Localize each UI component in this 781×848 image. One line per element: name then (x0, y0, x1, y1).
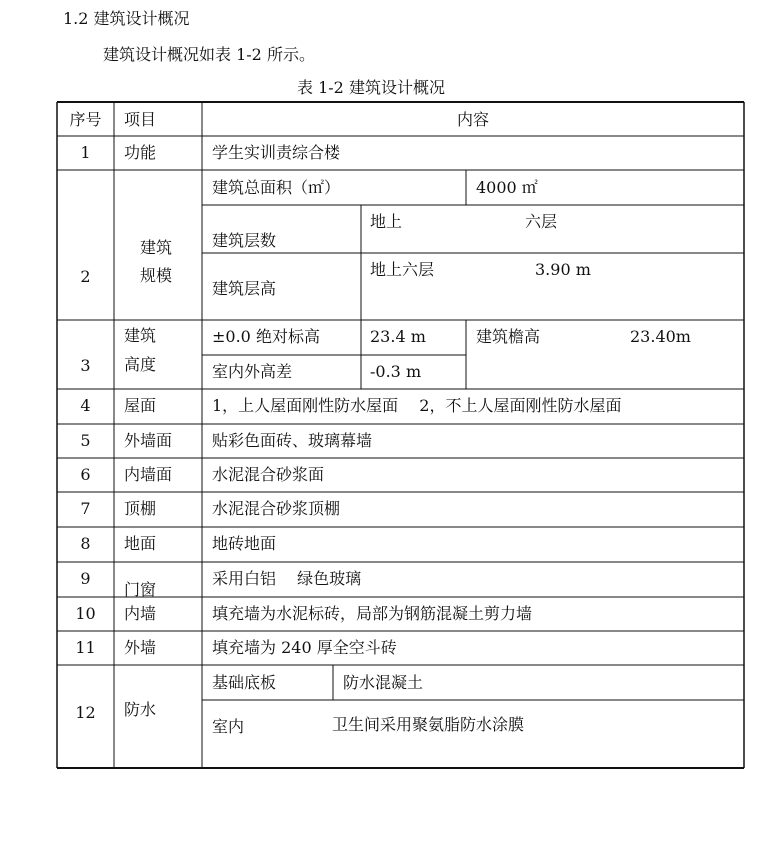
row12-a-label: 基础底板 (212, 673, 277, 692)
row10-content: 填充墙为水泥标砖，局部为钢筋混凝土剪力墙 (212, 604, 533, 623)
row3-item-line1: 建筑 (124, 326, 157, 345)
row3-diff-label: 室内外高差 (212, 362, 293, 381)
row8-content: 地砖地面 (212, 534, 277, 553)
row2-floors-a: 地上 (370, 212, 403, 231)
row1-item: 功能 (124, 143, 157, 162)
row6-item: 内墙面 (124, 465, 173, 484)
row2-item-line2: 规模 (140, 266, 173, 285)
row9-item: 门窗 (124, 580, 157, 599)
row1-content: 学生实训责综合楼 (212, 143, 341, 162)
row12-a-value: 防水混凝土 (343, 673, 424, 692)
row12-no: 12 (75, 703, 96, 722)
row7-no: 7 (80, 499, 91, 518)
row12-b-value: 卫生间采用聚氨脂防水涂膜 (332, 715, 525, 734)
row10-no: 10 (75, 604, 96, 623)
row2-height-label: 建筑层高 (212, 279, 277, 298)
row3-eave-label: 建筑檐高 (476, 327, 541, 346)
row8-no: 8 (80, 534, 91, 553)
row11-item: 外墙 (124, 638, 157, 657)
row9-content: 采用白铝 绿色玻璃 (212, 569, 362, 588)
row9-no: 9 (80, 569, 91, 588)
row11-content: 填充墙为 240 厚全空斗砖 (212, 638, 397, 657)
row2-no: 2 (80, 267, 91, 286)
intro-text: 建筑设计概况如表 1-2 所示。 (103, 45, 315, 64)
row1-no: 1 (80, 143, 91, 162)
row6-content: 水泥混合砂浆面 (212, 465, 325, 484)
row3-abs-label: ±0.0 绝对标高 (212, 327, 320, 346)
row5-content: 贴彩色面砖、玻璃幕墙 (212, 431, 373, 450)
row3-diff-value: -0.3 m (370, 362, 422, 381)
row11-no: 11 (75, 638, 96, 657)
row3-no: 3 (80, 356, 91, 375)
row5-no: 5 (80, 431, 91, 450)
row8-item: 地面 (124, 534, 157, 553)
row12-b-label: 室内 (212, 717, 245, 736)
row2-height-b: 3.90 m (535, 260, 591, 279)
row6-no: 6 (80, 465, 91, 484)
row2-item-line1: 建筑 (140, 238, 173, 257)
row5-item: 外墙面 (124, 431, 173, 450)
section-heading: 1.2 建筑设计概况 (63, 9, 190, 28)
row12-item: 防水 (124, 700, 157, 719)
header-content: 内容 (456, 110, 489, 129)
row4-no: 4 (80, 396, 91, 415)
row2-area-label: 建筑总面积（㎡） (212, 178, 341, 197)
row3-eave-value: 23.40m (630, 327, 691, 346)
header-item: 项目 (124, 110, 157, 129)
header-no: 序号 (69, 110, 102, 129)
row4-item: 屋面 (124, 396, 157, 415)
row2-floors-label: 建筑层数 (212, 231, 277, 250)
row7-item: 顶棚 (124, 499, 157, 518)
row3-item-line2: 高度 (124, 355, 157, 374)
row2-area-value: 4000 ㎡ (476, 178, 538, 197)
row10-item: 内墙 (124, 604, 157, 623)
row3-abs-value: 23.4 m (370, 327, 426, 346)
row2-height-a: 地上六层 (370, 260, 435, 279)
row4-content: 1，上人屋面刚性防水屋面 2，不上人屋面刚性防水屋面 (212, 396, 622, 415)
row7-content: 水泥混合砂浆顶棚 (212, 499, 341, 518)
row2-floors-b: 六层 (525, 212, 558, 231)
table-caption: 表 1-2 建筑设计概况 (297, 78, 445, 97)
